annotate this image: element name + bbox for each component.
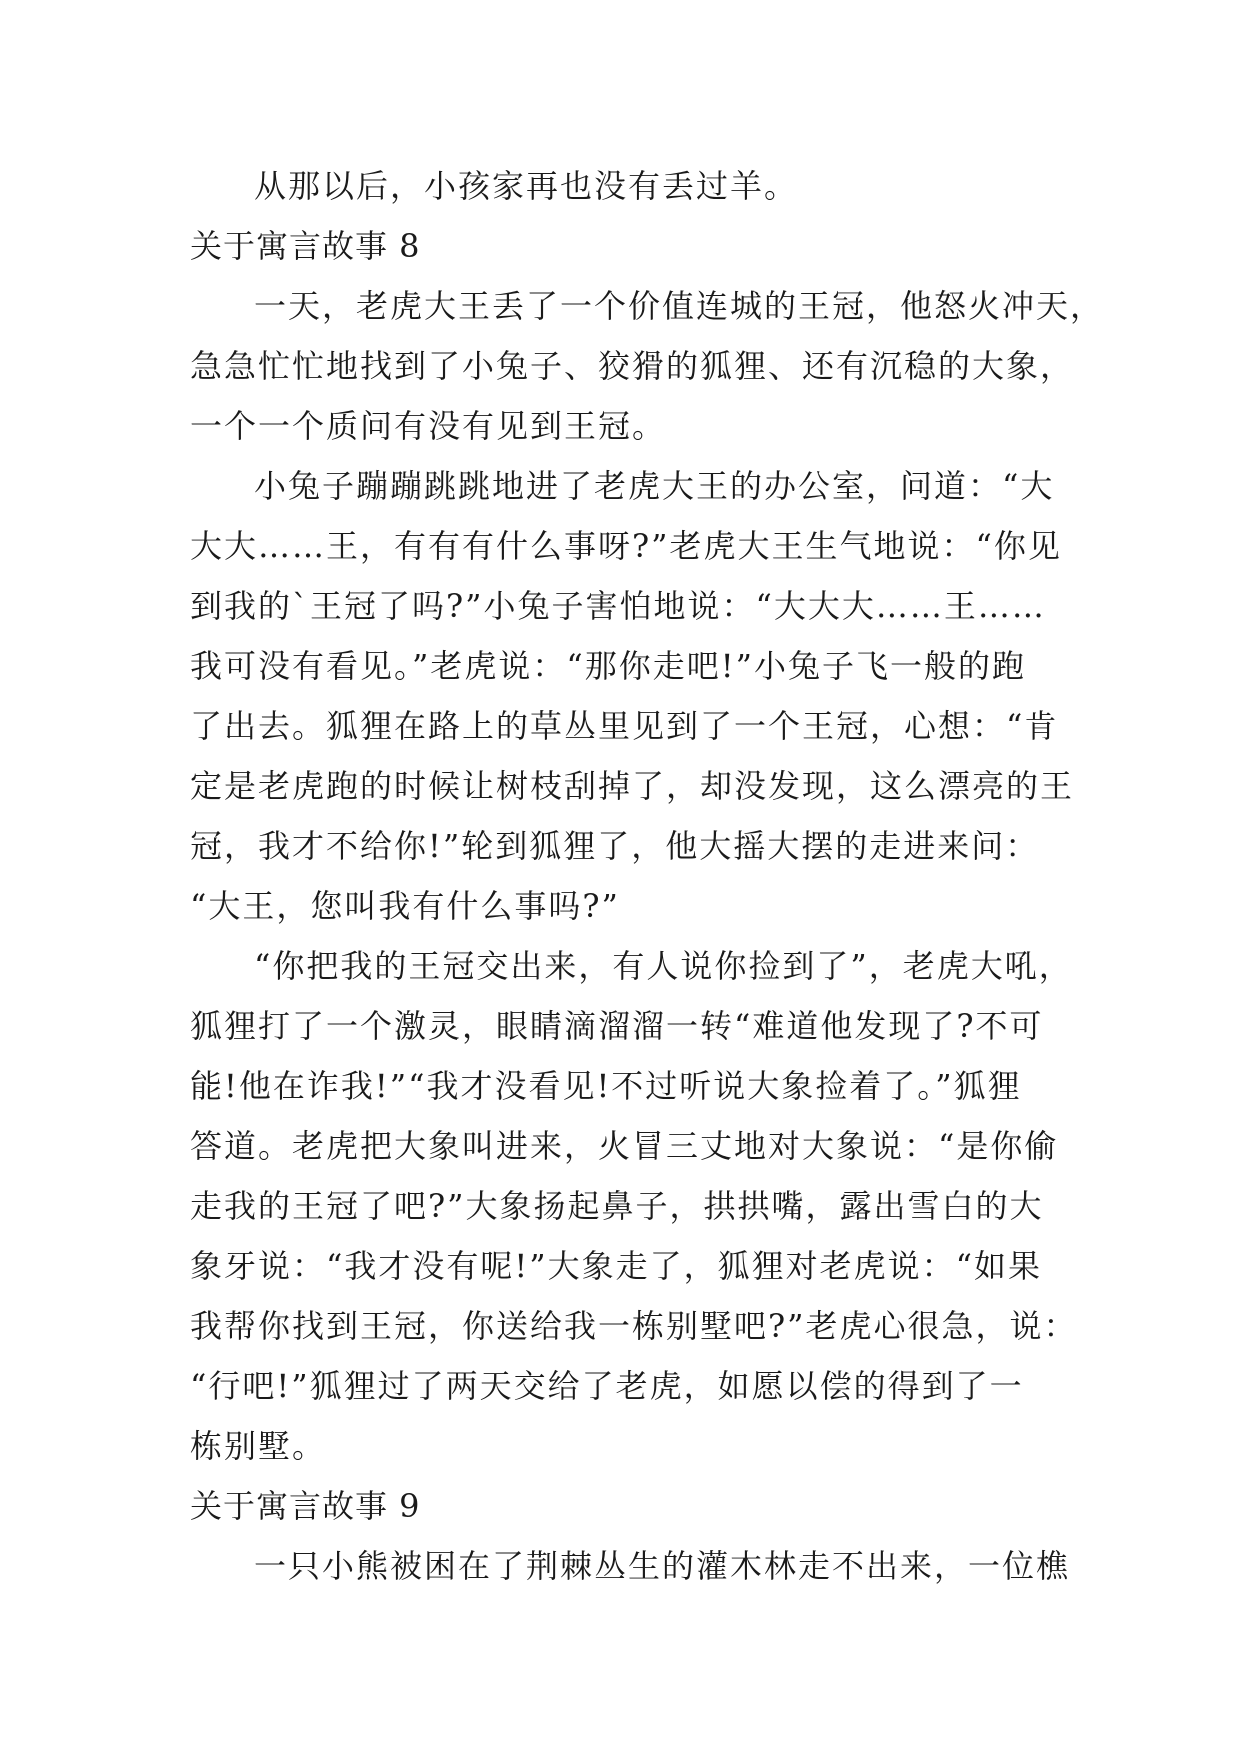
paragraph-line: 我可没有看见。”老虎说：“那你走吧!”小兔子飞一般的跑 [190, 647, 1026, 685]
paragraph-line: 一只小熊被困在了荆棘丛生的灌木林走不出来，一位樵 [254, 1547, 1071, 1585]
paragraph-line: 急急忙忙地找到了小兔子、狡猾的狐狸、还有沉稳的大象， [190, 347, 1075, 385]
paragraph-line: 我帮你找到王冠，你送给我一栋别墅吧?”老虎心很急，说： [190, 1307, 1078, 1345]
paragraph-line: 一个一个质问有没有见到王冠。 [190, 407, 667, 445]
paragraph-line: 冠，我才不给你!”轮到狐狸了，他大摇大摆的走进来问： [190, 827, 1040, 865]
paragraph-line: 能!他在诈我!”“我才没看见!不过听说大象捡着了。”狐狸 [190, 1067, 1022, 1105]
paragraph-line: “你把我的王冠交出来，有人说你捡到了”，老虎大吼， [254, 947, 1073, 985]
paragraph-line: 小兔子蹦蹦跳跳地进了老虎大王的办公室，问道：“大 [254, 467, 1055, 505]
paragraph-line: 走我的王冠了吧?”大象扬起鼻子，拱拱嘴，露出雪白的大 [190, 1187, 1044, 1225]
paragraph-line: “行吧!”狐狸过了两天交给了老虎，如愿以偿的得到了一 [190, 1367, 1024, 1405]
paragraph-line: 定是老虎跑的时候让树枝刮掉了，却没发现，这么漂亮的王 [190, 767, 1075, 805]
document-body [190, 156, 1105, 1596]
paragraph-line: 从那以后，小孩家再也没有丢过羊。 [254, 167, 799, 205]
paragraph-line: 象牙说：“我才没有呢!”大象走了，狐狸对老虎说：“如果 [190, 1247, 1042, 1285]
section-heading: 关于寓言故事 8 [190, 227, 421, 265]
section-heading: 关于寓言故事 9 [190, 1487, 421, 1525]
paragraph-line: 大大……王，有有有什么事呀?”老虎大王生气地说：“你见 [190, 527, 1062, 565]
paragraph-line: 栋别墅。 [190, 1427, 327, 1465]
paragraph-line: 了出去。狐狸在路上的草丛里见到了一个王冠，心想：“肯 [190, 707, 1059, 745]
paragraph-line: 到我的`王冠了吗?”小兔子害怕地说：“大大大……王…… [190, 587, 1046, 625]
paragraph-line: “大王，您叫我有什么事吗?” [190, 887, 620, 925]
paragraph-line: 一天，老虎大王丢了一个价值连城的王冠，他怒火冲天， [254, 287, 1105, 325]
paragraph-line: 答道。老虎把大象叫进来，火冒三丈地对大象说：“是你偷 [190, 1127, 1059, 1165]
paragraph-line: 狐狸打了一个激灵，眼睛滴溜溜一转“难道他发现了?不可 [190, 1007, 1044, 1045]
